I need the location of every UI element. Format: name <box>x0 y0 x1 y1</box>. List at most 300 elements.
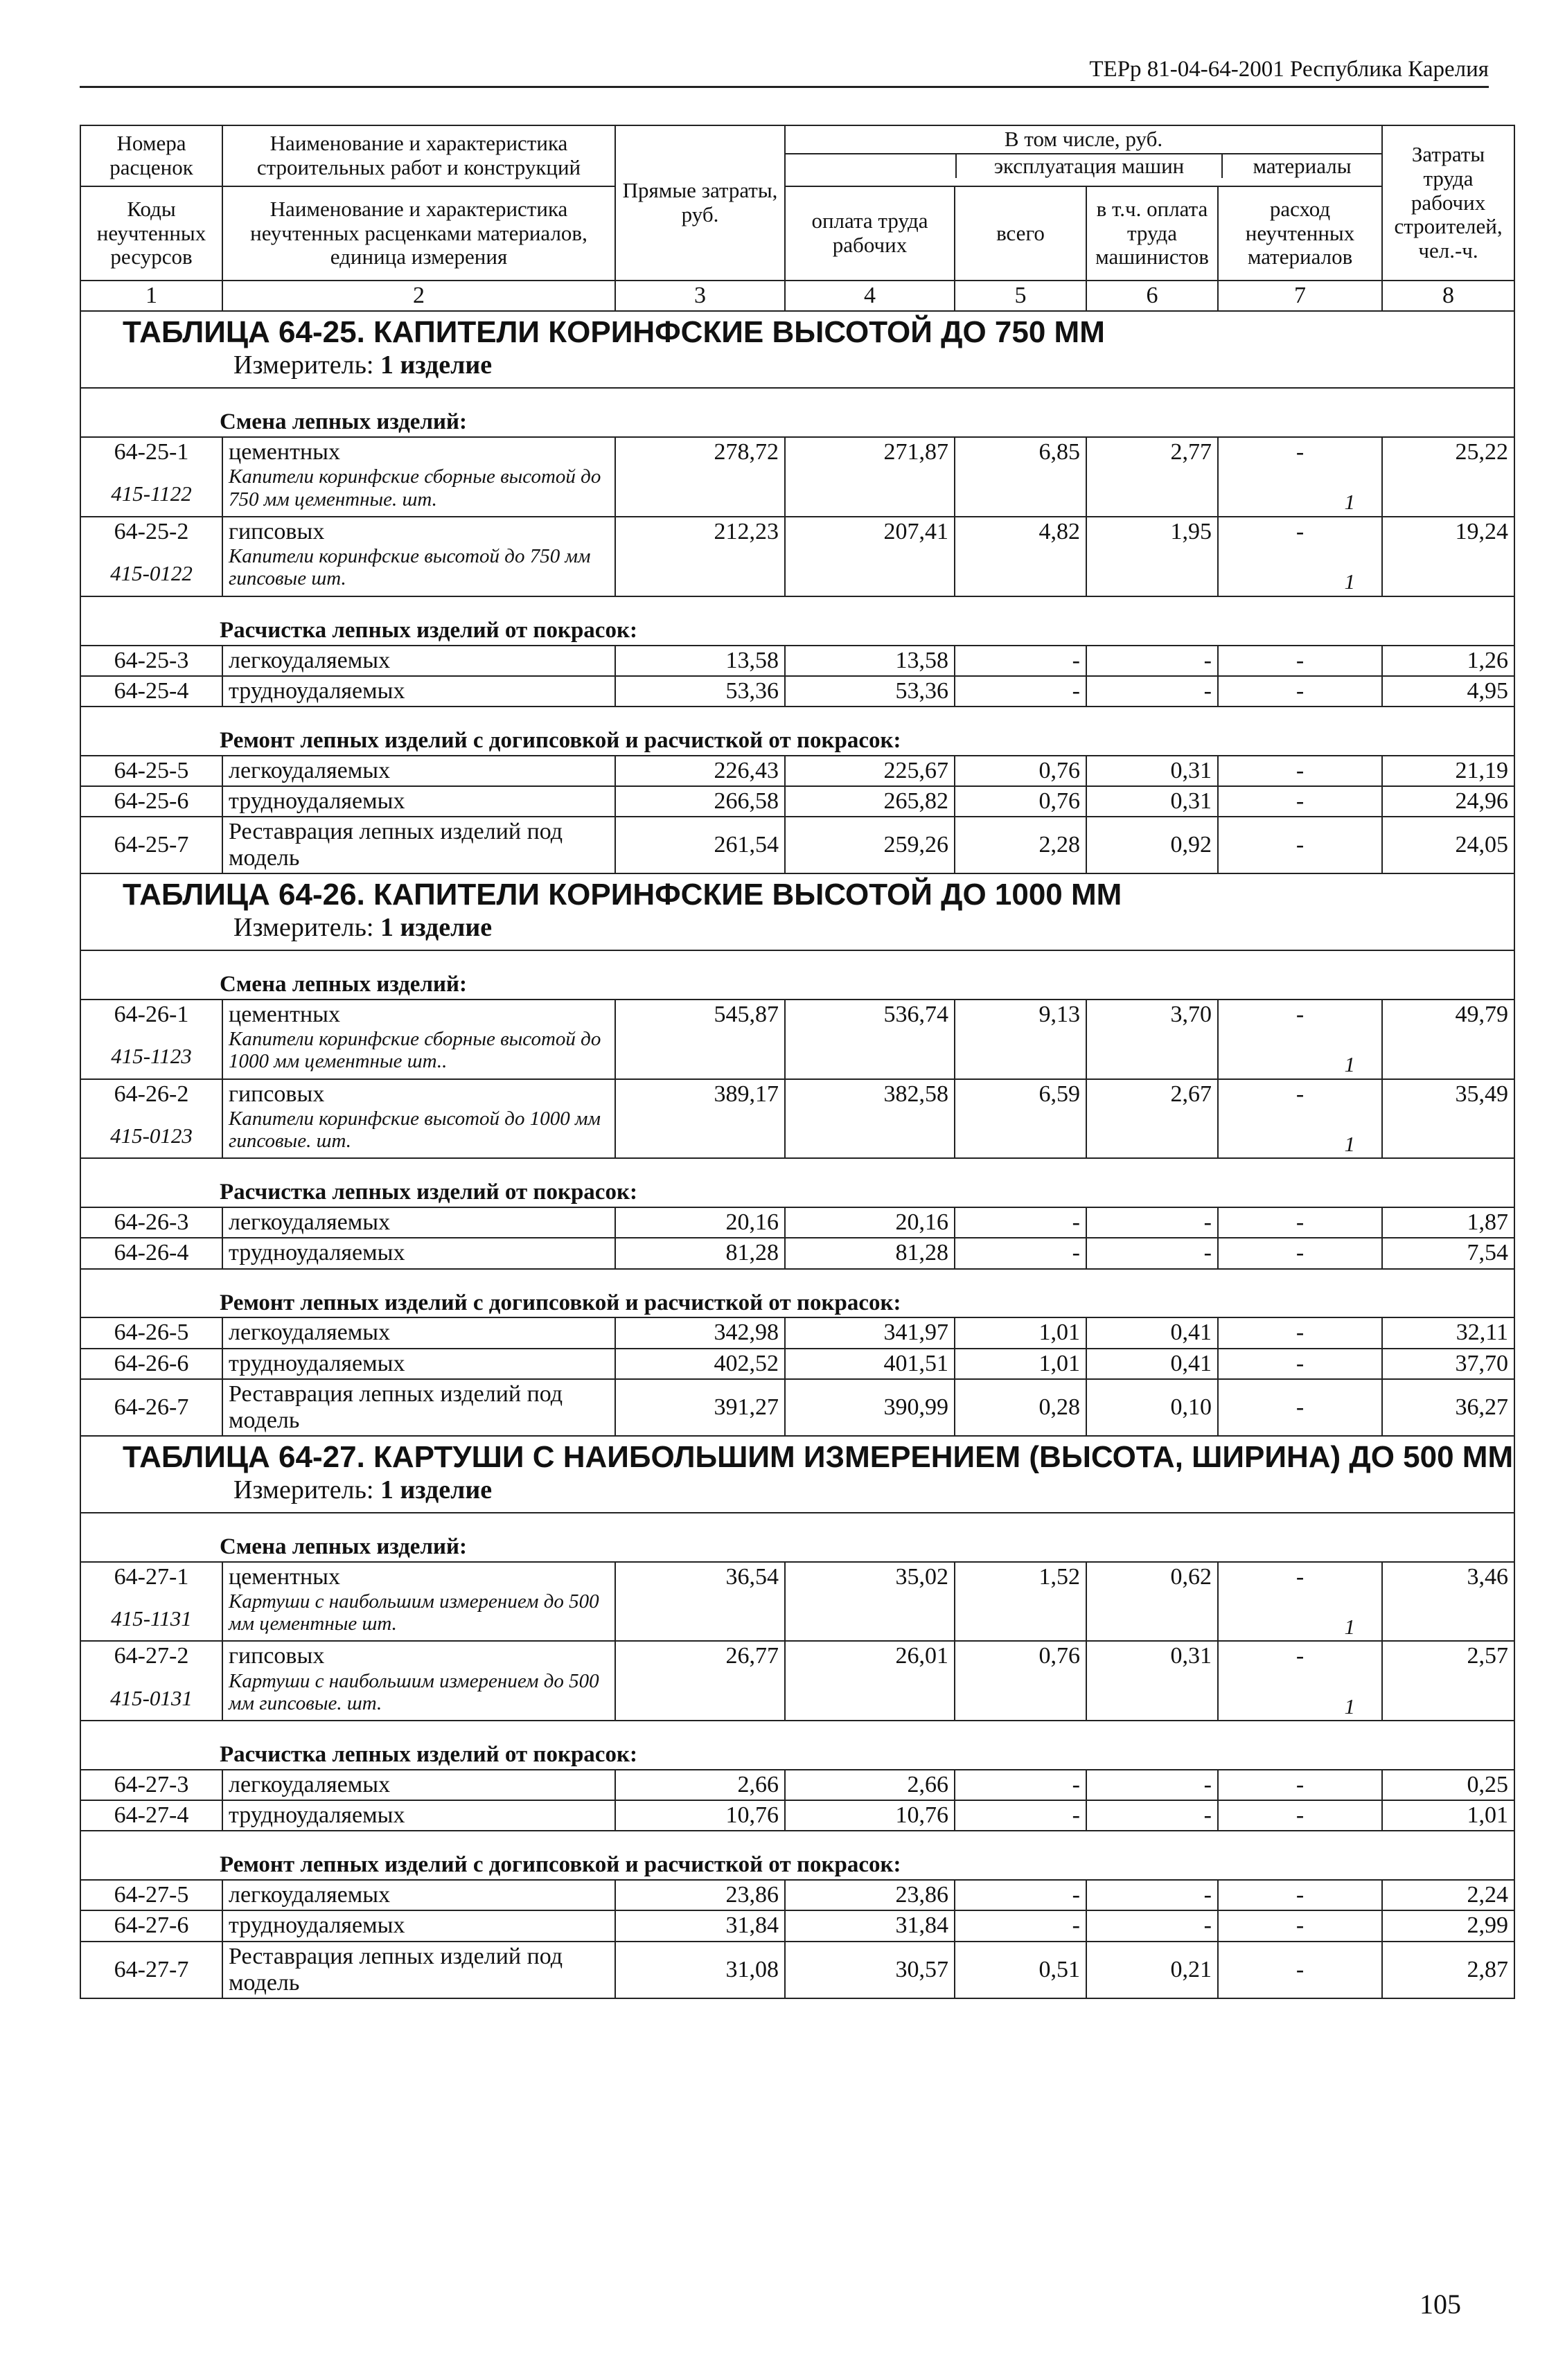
labor-hours: 49,79 <box>1382 1000 1514 1079</box>
material-cost <box>1218 1000 1382 1079</box>
work-name: гипсовых <box>229 1081 325 1107</box>
measure-row <box>80 912 1514 950</box>
material-consumption: 1 <box>1344 1131 1356 1156</box>
machine-cost: - <box>955 646 1086 676</box>
rate-code-cell <box>80 817 222 873</box>
material-value: - <box>1296 1001 1305 1027</box>
machine-cost: 6,59 <box>955 1079 1086 1159</box>
table-row <box>80 1942 1514 1998</box>
machinist-wages: - <box>1086 1880 1218 1910</box>
group-row <box>80 950 1514 1000</box>
direct-cost: 2,66 <box>615 1770 785 1800</box>
rate-code: 64-26-4 <box>114 1240 189 1266</box>
material-value: - <box>1296 677 1305 704</box>
labor-hours: 36,27 <box>1382 1379 1514 1436</box>
rate-code: 64-27-4 <box>114 1802 189 1829</box>
work-name: трудноудаляемых <box>229 1912 405 1939</box>
work-name-cell <box>222 517 615 596</box>
direct-cost: 31,84 <box>615 1910 785 1941</box>
wages: 536,74 <box>785 1000 955 1079</box>
table-title: ТАБЛИЦА 64-26. КАПИТЕЛИ КОРИНФСКИЕ ВЫСОТОЙ ДО 1000 ММ <box>80 873 1514 912</box>
rate-code-cell <box>80 1910 222 1941</box>
work-name: легкоудаляемых <box>229 647 391 673</box>
machine-cost: - <box>955 1770 1086 1800</box>
work-name-cell <box>222 1910 615 1941</box>
material-value: - <box>1296 1563 1305 1590</box>
rate-code-cell <box>80 1207 222 1238</box>
machinist-wages: 0,62 <box>1086 1562 1218 1642</box>
col-num: 7 <box>1218 281 1382 311</box>
material-value: - <box>1296 1802 1305 1829</box>
rate-code-cell <box>80 517 222 596</box>
table-row <box>80 1317 1514 1348</box>
wages: 81,28 <box>785 1238 955 1268</box>
direct-cost: 226,43 <box>615 756 785 786</box>
work-name: легкоудаляемых <box>229 1320 391 1346</box>
material-value: - <box>1296 1956 1305 1982</box>
machine-cost: 0,76 <box>955 1641 1086 1721</box>
work-name-cell <box>222 437 615 517</box>
table-row <box>80 786 1514 817</box>
material-cost <box>1218 1641 1382 1721</box>
group-title: Расчистка лепных изделий от покрасок: <box>80 596 1514 646</box>
work-name-cell <box>222 1207 615 1238</box>
material-consumption: 1 <box>1344 1614 1356 1639</box>
col-head-codes-top: Номера расценок <box>80 125 222 186</box>
material-value: - <box>1296 1772 1305 1798</box>
group-title: Смена лепных изделий: <box>80 388 1514 437</box>
group-row <box>80 1831 1514 1880</box>
machinist-wages: 2,67 <box>1086 1079 1218 1159</box>
labor-hours: 19,24 <box>1382 517 1514 596</box>
wages: 13,58 <box>785 646 955 676</box>
rate-code: 64-26-3 <box>114 1209 189 1236</box>
material-cost <box>1218 1317 1382 1348</box>
wages: 271,87 <box>785 437 955 517</box>
machinist-wages: 2,77 <box>1086 437 1218 517</box>
machinist-wages: 1,95 <box>1086 517 1218 596</box>
direct-cost: 81,28 <box>615 1238 785 1268</box>
measure-value: 1 изделие <box>380 1475 493 1505</box>
table-title-row <box>80 1436 1514 1474</box>
work-name: трудноудаляемых <box>229 1802 405 1829</box>
machine-cost: 0,76 <box>955 786 1086 817</box>
rate-code-cell <box>80 1942 222 1998</box>
col-head-labor: Затраты труда рабочих строителей, чел.-ч. <box>1382 125 1514 281</box>
rate-code-cell <box>80 1880 222 1910</box>
work-name: легкоудаляемых <box>229 757 391 783</box>
material-value: - <box>1296 788 1305 814</box>
material-cost <box>1218 1562 1382 1642</box>
machinist-wages: 0,31 <box>1086 756 1218 786</box>
machinist-wages: - <box>1086 1770 1218 1800</box>
machinist-wages: 0,31 <box>1086 786 1218 817</box>
rate-code-cell <box>80 786 222 817</box>
price-table <box>80 125 1515 1999</box>
labor-hours: 2,24 <box>1382 1880 1514 1910</box>
col-head-name-top: Наименование и характеристика строительных работ и конструкций <box>222 125 615 186</box>
labor-hours: 25,22 <box>1382 437 1514 517</box>
rate-code: 64-27-2 <box>114 1643 189 1669</box>
machinist-wages: 0,92 <box>1086 817 1218 873</box>
col-num: 1 <box>80 281 222 311</box>
rate-code-cell <box>80 437 222 517</box>
rate-code: 64-26-1 <box>114 1001 189 1027</box>
col-head-sub <box>786 154 1381 179</box>
material-cost <box>1218 676 1382 707</box>
table-row <box>80 1770 1514 1800</box>
work-name-cell <box>222 1349 615 1379</box>
work-name: гипсовых <box>229 1643 325 1669</box>
machinist-wages: - <box>1086 646 1218 676</box>
col-num: 6 <box>1086 281 1218 311</box>
material-value: - <box>1296 1209 1305 1236</box>
material-value: - <box>1296 1643 1305 1669</box>
rate-code-cell <box>80 1317 222 1348</box>
rate-code: 64-26-7 <box>114 1394 189 1420</box>
table-row <box>80 817 1514 873</box>
machinist-wages: 0,41 <box>1086 1349 1218 1379</box>
measure-label: Измеритель: <box>233 913 374 943</box>
work-name: Реставрация лепных изделий под модель <box>229 1943 563 1996</box>
group-title: Расчистка лепных изделий от покрасок: <box>80 1158 1514 1207</box>
table-row <box>80 1349 1514 1379</box>
work-name-cell <box>222 1942 615 1998</box>
material-value: - <box>1296 1320 1305 1346</box>
col-num: 5 <box>955 281 1086 311</box>
rate-code-cell <box>80 1641 222 1721</box>
wages: 401,51 <box>785 1349 955 1379</box>
direct-cost: 36,54 <box>615 1562 785 1642</box>
machine-cost: - <box>955 676 1086 707</box>
col-head-machines-total: всего <box>955 186 1086 281</box>
measure <box>80 1474 1514 1513</box>
direct-cost: 391,27 <box>615 1379 785 1436</box>
group-title: Ремонт лепных изделий с догипсовкой и расчисткой от покрасок: <box>80 707 1514 756</box>
work-name-cell <box>222 1317 615 1348</box>
col-head-materials: материалы <box>1253 153 1352 178</box>
group-title: Ремонт лепных изделий с догипсовкой и расчисткой от покрасок: <box>80 1831 1514 1880</box>
direct-cost: 53,36 <box>615 676 785 707</box>
work-name: легкоудаляемых <box>229 1882 391 1908</box>
direct-cost: 545,87 <box>615 1000 785 1079</box>
machinist-wages: - <box>1086 1207 1218 1238</box>
material-note: Капители коринфские сборные высотой до 750 мм цементные. шт. <box>229 465 601 510</box>
column-numbers <box>80 281 1514 311</box>
col-head-direct: Прямые затраты, руб. <box>615 125 785 281</box>
work-name: цементных <box>229 1563 340 1590</box>
col-head-codes-bottom: Коды неучтенных ресурсов <box>80 186 222 281</box>
table-title: ТАБЛИЦА 64-25. КАПИТЕЛИ КОРИНФСКИЕ ВЫСОТОЙ ДО 750 ММ <box>80 311 1514 349</box>
work-name-cell <box>222 1562 615 1642</box>
material-value: - <box>1296 1912 1305 1939</box>
direct-cost: 278,72 <box>615 437 785 517</box>
table-row <box>80 1238 1514 1268</box>
group-row <box>80 596 1514 646</box>
rate-code-cell <box>80 1349 222 1379</box>
page-number: 105 <box>1420 2289 1461 2320</box>
machinist-wages: 0,41 <box>1086 1317 1218 1348</box>
work-name: Реставрация лепных изделий под модель <box>229 1380 563 1433</box>
col-num: 3 <box>615 281 785 311</box>
group-row <box>80 1269 1514 1318</box>
labor-hours: 1,87 <box>1382 1207 1514 1238</box>
material-cost <box>1218 756 1382 786</box>
table-row <box>80 756 1514 786</box>
direct-cost: 13,58 <box>615 646 785 676</box>
measure-label: Измеритель: <box>233 1475 374 1505</box>
rate-code-cell <box>80 676 222 707</box>
table-header <box>80 125 1514 311</box>
wages: 20,16 <box>785 1207 955 1238</box>
work-name: трудноудаляемых <box>229 1240 405 1266</box>
machinist-wages: - <box>1086 1800 1218 1831</box>
material-cost <box>1218 517 1382 596</box>
rate-code-cell <box>80 1379 222 1436</box>
direct-cost: 402,52 <box>615 1349 785 1379</box>
work-name: Реставрация лепных изделий под модель <box>229 818 563 871</box>
machine-cost: 1,01 <box>955 1317 1086 1348</box>
machinist-wages: - <box>1086 676 1218 707</box>
machine-cost: 0,76 <box>955 756 1086 786</box>
table-title-row <box>80 311 1514 349</box>
table-row <box>80 1562 1514 1642</box>
machine-cost: - <box>955 1238 1086 1268</box>
labor-hours: 32,11 <box>1382 1317 1514 1348</box>
table-row <box>80 1379 1514 1436</box>
document-header: ТЕРр 81-04-64-2001 Республика Карелия <box>1089 57 1489 82</box>
material-note: Картуши с наибольшим измерением до 500 мм цементные шт. <box>229 1590 599 1635</box>
rate-code-cell <box>80 646 222 676</box>
material-cost <box>1218 1238 1382 1268</box>
material-cost <box>1218 1910 1382 1941</box>
table-row <box>80 676 1514 707</box>
resource-code: 415-0122 <box>110 560 193 585</box>
material-consumption: 1 <box>1344 569 1356 594</box>
work-name: цементных <box>229 1001 340 1027</box>
rate-code: 64-26-6 <box>114 1350 189 1376</box>
table-row <box>80 517 1514 596</box>
group-title: Ремонт лепных изделий с догипсовкой и расчисткой от покрасок: <box>80 1269 1514 1318</box>
labor-hours: 4,95 <box>1382 676 1514 707</box>
measure-value: 1 изделие <box>380 913 493 943</box>
machinist-wages: 0,31 <box>1086 1641 1218 1721</box>
direct-cost: 23,86 <box>615 1880 785 1910</box>
direct-cost: 389,17 <box>615 1079 785 1159</box>
group-row <box>80 1513 1514 1562</box>
table-title-row <box>80 873 1514 912</box>
table-row <box>80 1079 1514 1159</box>
material-value: - <box>1296 1350 1305 1376</box>
table-body <box>80 311 1514 1998</box>
work-name: трудноудаляемых <box>229 677 405 704</box>
wages: 265,82 <box>785 786 955 817</box>
wages: 35,02 <box>785 1562 955 1642</box>
material-cost <box>1218 1880 1382 1910</box>
rate-code-cell <box>80 1000 222 1079</box>
work-name-cell <box>222 786 615 817</box>
rate-code: 64-25-6 <box>114 788 189 814</box>
col-num: 2 <box>222 281 615 311</box>
labor-hours: 2,57 <box>1382 1641 1514 1721</box>
work-name: трудноудаляемых <box>229 1350 405 1376</box>
group-title: Смена лепных изделий: <box>80 1513 1514 1562</box>
machine-cost: - <box>955 1207 1086 1238</box>
material-cost <box>1218 1079 1382 1159</box>
resource-code: 415-0131 <box>110 1685 193 1710</box>
labor-hours: 3,46 <box>1382 1562 1514 1642</box>
col-head-machines-wages: в т.ч. оплата труда машинистов <box>1086 186 1218 281</box>
material-cost <box>1218 1349 1382 1379</box>
col-head-materials-cons: расход неучтенных материалов <box>1218 186 1382 281</box>
work-name: легкоудаляемых <box>229 1772 391 1798</box>
work-name-cell <box>222 1641 615 1721</box>
resource-code: 415-1131 <box>111 1606 192 1631</box>
labor-hours: 24,96 <box>1382 786 1514 817</box>
col-num: 4 <box>785 281 955 311</box>
material-value: - <box>1296 1882 1305 1908</box>
rate-code-cell <box>80 1562 222 1642</box>
measure-row <box>80 1474 1514 1513</box>
work-name: гипсовых <box>229 518 325 544</box>
work-name: легкоудаляемых <box>229 1209 391 1236</box>
col-head-incl-group <box>785 125 1382 186</box>
wages: 207,41 <box>785 517 955 596</box>
direct-cost: 26,77 <box>615 1641 785 1721</box>
resource-code: 415-0123 <box>110 1123 193 1148</box>
direct-cost: 266,58 <box>615 786 785 817</box>
material-value: - <box>1296 757 1305 783</box>
rate-code: 64-25-4 <box>114 677 189 704</box>
wages: 225,67 <box>785 756 955 786</box>
machine-cost: 0,28 <box>955 1379 1086 1436</box>
table-row <box>80 1880 1514 1910</box>
measure <box>80 912 1514 950</box>
material-note: Картуши с наибольшим измерением до 500 мм гипсовые. шт. <box>229 1669 599 1715</box>
labor-hours: 0,25 <box>1382 1770 1514 1800</box>
wages: 23,86 <box>785 1880 955 1910</box>
rate-code: 64-27-3 <box>114 1772 189 1798</box>
machine-cost: 9,13 <box>955 1000 1086 1079</box>
work-name-cell <box>222 817 615 873</box>
wages: 10,76 <box>785 1800 955 1831</box>
work-name: цементных <box>229 438 340 465</box>
rate-code: 64-25-5 <box>114 757 189 783</box>
material-cost <box>1218 1207 1382 1238</box>
machine-cost: - <box>955 1880 1086 1910</box>
work-name-cell <box>222 1880 615 1910</box>
rate-code: 64-27-5 <box>114 1882 189 1908</box>
material-value: - <box>1296 438 1305 465</box>
wages: 390,99 <box>785 1379 955 1436</box>
material-consumption: 1 <box>1344 490 1356 515</box>
table-row <box>80 437 1514 517</box>
table-row <box>80 1207 1514 1238</box>
col-head-machines: эксплуатация машин <box>957 154 1223 179</box>
wages: 53,36 <box>785 676 955 707</box>
rate-code: 64-26-5 <box>114 1320 189 1346</box>
machine-cost: 0,51 <box>955 1942 1086 1998</box>
wages: 259,26 <box>785 817 955 873</box>
measure-row <box>80 349 1514 388</box>
group-title: Смена лепных изделий: <box>80 950 1514 1000</box>
wages: 341,97 <box>785 1317 955 1348</box>
machinist-wages: 3,70 <box>1086 1000 1218 1079</box>
work-name-cell <box>222 1000 615 1079</box>
work-name-cell <box>222 1238 615 1268</box>
machinist-wages: - <box>1086 1238 1218 1268</box>
work-name-cell <box>222 1770 615 1800</box>
machine-cost: 4,82 <box>955 517 1086 596</box>
work-name-cell <box>222 676 615 707</box>
labor-hours: 37,70 <box>1382 1349 1514 1379</box>
machine-cost: - <box>955 1800 1086 1831</box>
direct-cost: 31,08 <box>615 1942 785 1998</box>
labor-hours: 2,99 <box>1382 1910 1514 1941</box>
material-cost <box>1218 1379 1382 1436</box>
material-note: Капители коринфские сборные высотой до 1000 мм цементные шт.. <box>229 1027 601 1073</box>
work-name: трудноудаляемых <box>229 788 405 814</box>
rate-code-cell <box>80 1079 222 1159</box>
group-row <box>80 388 1514 437</box>
material-value: - <box>1296 1081 1305 1107</box>
material-consumption: 1 <box>1344 1694 1356 1719</box>
group-row <box>80 1158 1514 1207</box>
rate-code: 64-25-1 <box>114 438 189 465</box>
machine-cost: 1,01 <box>955 1349 1086 1379</box>
material-value: - <box>1296 518 1305 544</box>
header-rule <box>80 86 1489 88</box>
table-row <box>80 1800 1514 1831</box>
material-cost <box>1218 1770 1382 1800</box>
material-cost <box>1218 1942 1382 1998</box>
direct-cost: 212,23 <box>615 517 785 596</box>
rate-code: 64-26-2 <box>114 1081 189 1107</box>
material-note: Капители коринфские высотой до 750 мм гипсовые шт. <box>229 544 591 590</box>
material-cost <box>1218 437 1382 517</box>
machinist-wages: 0,10 <box>1086 1379 1218 1436</box>
rate-code: 64-27-7 <box>114 1956 189 1982</box>
machine-cost: - <box>955 1910 1086 1941</box>
wages: 30,57 <box>785 1942 955 1998</box>
material-value: - <box>1296 831 1305 858</box>
material-cost <box>1218 1800 1382 1831</box>
machine-cost: 6,85 <box>955 437 1086 517</box>
resource-code: 415-1122 <box>111 481 192 506</box>
material-value: - <box>1296 647 1305 673</box>
work-name-cell <box>222 1079 615 1159</box>
material-value: - <box>1296 1240 1305 1266</box>
wages: 31,84 <box>785 1910 955 1941</box>
col-num: 8 <box>1382 281 1514 311</box>
rate-code-cell <box>80 756 222 786</box>
material-cost <box>1218 817 1382 873</box>
work-name-cell <box>222 1379 615 1436</box>
col-head-wages: оплата труда рабочих <box>785 186 955 281</box>
machine-cost: 1,52 <box>955 1562 1086 1642</box>
table-row <box>80 1000 1514 1079</box>
work-name-cell <box>222 646 615 676</box>
labor-hours: 2,87 <box>1382 1942 1514 1998</box>
material-value: - <box>1296 1394 1305 1420</box>
material-note: Капители коринфские высотой до 1000 мм гипсовые. шт. <box>229 1107 601 1153</box>
direct-cost: 10,76 <box>615 1800 785 1831</box>
work-name-cell <box>222 756 615 786</box>
table-row <box>80 1641 1514 1721</box>
group-title: Расчистка лепных изделий от покрасок: <box>80 1721 1514 1770</box>
direct-cost: 342,98 <box>615 1317 785 1348</box>
wages: 26,01 <box>785 1641 955 1721</box>
